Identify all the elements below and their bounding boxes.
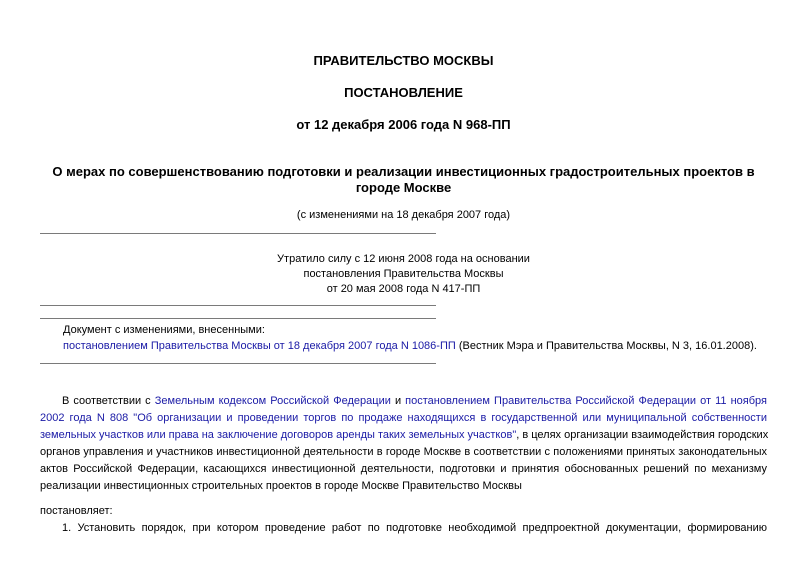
resolves-label: постановляет: bbox=[40, 505, 113, 517]
doc-type: ПОСТАНОВЛЕНИЕ bbox=[344, 85, 463, 100]
preamble-line: актов Российской Федерации, касающихся инвестиционной деятельности, подготовки и принятия обоснованных решений по механизму bbox=[40, 463, 767, 475]
preamble-line: реализации инвестиционных строительных проектов в городе Москве Правительство Москвы bbox=[40, 480, 522, 492]
divider bbox=[40, 363, 436, 364]
preamble-line: земельных участков или права на заключение договоров аренды таких земельных участков", в целях организации взаимодействия городских bbox=[40, 429, 769, 441]
rf-decree-link[interactable]: земельных участков или права на заключение договоров аренды таких земельных участков" bbox=[40, 429, 517, 441]
preamble-line: органов управления и участников инвестиционной деятельности в городе Москве в соответствии с положениями принятых законодательных bbox=[40, 446, 767, 458]
divider bbox=[40, 318, 436, 319]
changes-source: (Вестник Мэра и Правительства Москвы, N 3, 16.01.2008). bbox=[455, 340, 757, 352]
divider bbox=[40, 233, 436, 234]
divider bbox=[40, 305, 436, 306]
doc-title-line1: О мерах по совершенствованию подготовки и реализации инвестиционных градостроительных проектов в bbox=[52, 164, 755, 179]
rf-decree-link[interactable]: 2002 года N 808 "Об организации и проведении торгов по продаже находящихся в государственной или муниципальной собственности bbox=[40, 412, 767, 424]
rf-decree-link[interactable]: постановлением Правительства Российской Федерации от 11 ноября bbox=[405, 395, 767, 407]
preamble-paragraph bbox=[40, 393, 767, 495]
preamble-line bbox=[40, 410, 767, 427]
land-code-link[interactable]: Земельным кодексом Российской Федерации bbox=[154, 395, 391, 407]
changes-intro: Документ с изменениями, внесенными: bbox=[63, 324, 265, 336]
preamble-line: В соответствии с Земельным кодексом Российской Федерации и постановлением Правительства Российской Федерации от 11 ноября bbox=[62, 395, 767, 407]
repeal-line1: Утратило силу с 12 июня 2008 года на основании bbox=[277, 253, 530, 265]
changes-line bbox=[63, 340, 757, 352]
repeal-line2: постановления Правительства Москвы bbox=[303, 268, 504, 280]
org-name: ПРАВИТЕЛЬСТВО МОСКВЫ bbox=[313, 53, 494, 68]
item-1-line: 1. Установить порядок, при котором проведение работ по подготовке необходимой предпроектной документации, формированию bbox=[62, 522, 767, 534]
repeal-line3: от 20 мая 2008 года N 417-ПП bbox=[326, 283, 481, 295]
doc-title-line2: городе Москве bbox=[355, 180, 452, 195]
item-1 bbox=[40, 520, 767, 537]
doc-date-number: от 12 декабря 2006 года N 968-ПП bbox=[296, 117, 511, 132]
amendments-note: (с изменениями на 18 декабря 2007 года) bbox=[296, 209, 511, 221]
amending-decree-link[interactable]: постановлением Правительства Москвы от 18 декабря 2007 года N 1086-ПП bbox=[63, 340, 456, 352]
